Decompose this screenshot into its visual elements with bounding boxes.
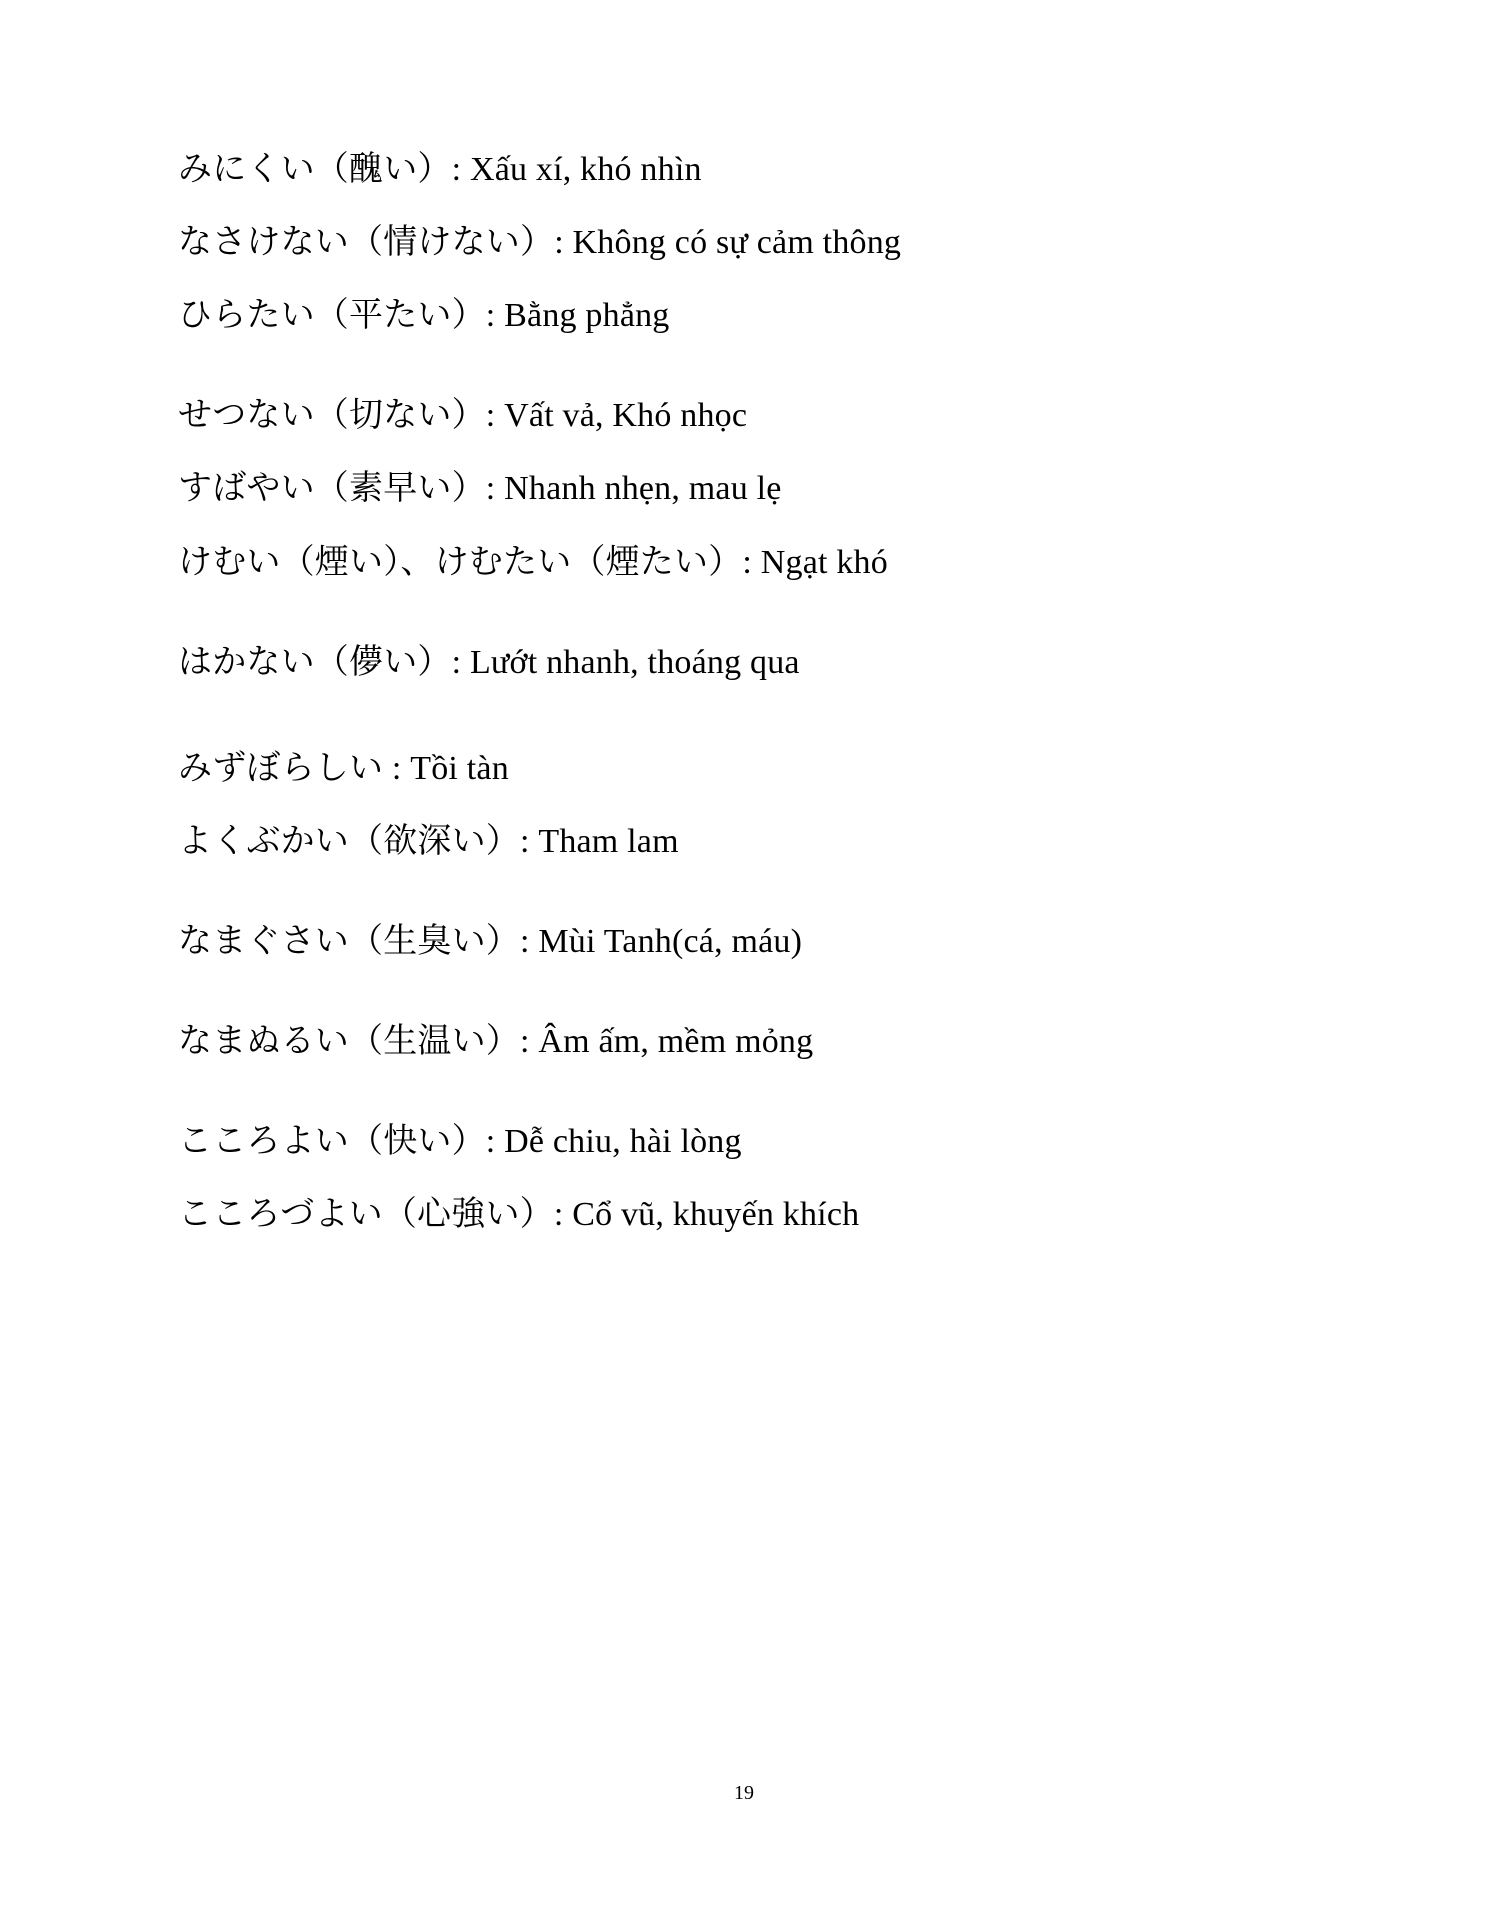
list-item: なまぬるい（生温い）: Âm ấm, mềm mỏng [178, 1023, 814, 1061]
list-item: すばやい（素早い）: Nhanh nhẹn, mau lẹ [178, 470, 782, 508]
page-number: 19 [734, 1782, 754, 1804]
list-item: けむい（煙い）、けむたい（煙たい）: Ngạt khó [178, 543, 888, 581]
list-item: なまぐさい（生臭い）: Mùi Tanh(cá, máu) [178, 922, 803, 960]
list-item: こころづよい（心強い）: Cổ vũ, khuyến khích [178, 1196, 860, 1234]
vocabulary-list [178, 150, 1318, 1235]
list-item: みずぼらしい : Tồi tàn [178, 749, 509, 787]
list-item: こころよい（快い）: Dễ chiu, hài lòng [178, 1123, 742, 1161]
list-item: せつない（切ない）: Vất vả, Khó nhọc [178, 397, 748, 435]
list-item: はかない（儚い）: Lướt nhanh, thoáng qua [178, 643, 800, 681]
list-item: よくぶかい（欲深い）: Tham lam [178, 822, 679, 860]
list-item: みにくい（醜い）: Xấu xí, khó nhìn [178, 151, 702, 188]
list-item: ひらたい（平たい）: Bằng phẳng [178, 297, 670, 335]
list-item: なさけない（情けない）: Không có sự cảm thông [178, 224, 902, 262]
